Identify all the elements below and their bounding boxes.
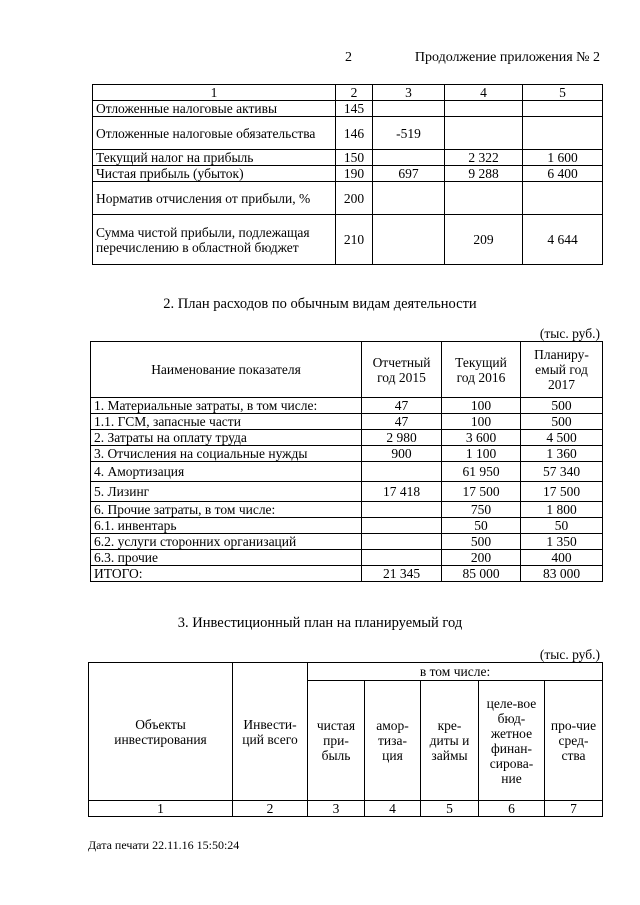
table-row bbox=[93, 150, 603, 166]
continuation-label: Продолжение приложения № 2 bbox=[414, 50, 600, 65]
col-number: 6 bbox=[479, 801, 545, 817]
cell: 47 bbox=[362, 414, 442, 430]
table-row bbox=[93, 101, 603, 117]
cell: 100 bbox=[442, 398, 521, 414]
cell: 17 418 bbox=[362, 482, 442, 502]
table-header-row bbox=[89, 663, 603, 681]
row-name: Отложенные налоговые активы bbox=[93, 101, 336, 117]
row-name: 1. Материальные затраты, в том числе: bbox=[91, 398, 362, 414]
table-row bbox=[91, 398, 603, 414]
print-date: Дата печати 22.11.16 15:50:24 bbox=[88, 838, 240, 852]
header-amortization: амор-тиза-ция bbox=[365, 681, 421, 801]
col-number: 4 bbox=[445, 85, 523, 101]
table-row bbox=[93, 182, 603, 215]
table-row bbox=[91, 414, 603, 430]
table-row bbox=[93, 166, 603, 182]
table-row bbox=[91, 518, 603, 534]
header-total: Инвести-ций всего bbox=[233, 663, 308, 801]
section2-unit: (тыс. руб.) bbox=[539, 326, 600, 341]
row-name: 3. Отчисления на социальные нужды bbox=[91, 446, 362, 462]
row-code: 200 bbox=[336, 182, 373, 215]
row-code: 150 bbox=[336, 150, 373, 166]
row-name: ИТОГО: bbox=[91, 566, 362, 582]
header-objects: Объекты инвестирования bbox=[89, 663, 233, 801]
cell: 4 644 bbox=[523, 215, 603, 265]
row-code: 146 bbox=[336, 117, 373, 150]
cell: 57 340 bbox=[521, 462, 603, 482]
cell: 1 360 bbox=[521, 446, 603, 462]
header-other-funds: про-чие сред-ства bbox=[545, 681, 603, 801]
col-number: 1 bbox=[93, 85, 336, 101]
cell: 900 bbox=[362, 446, 442, 462]
row-name: Чистая прибыль (убыток) bbox=[93, 166, 336, 182]
cell: 200 bbox=[442, 550, 521, 566]
header-2015: Отчетный год 2015 bbox=[362, 342, 442, 398]
cell: 209 bbox=[445, 215, 523, 265]
cell bbox=[373, 215, 445, 265]
table-row bbox=[93, 117, 603, 150]
cell: 50 bbox=[442, 518, 521, 534]
row-name: Текущий налог на прибыль bbox=[93, 150, 336, 166]
cell bbox=[523, 117, 603, 150]
cell: 83 000 bbox=[521, 566, 603, 582]
row-name: 6. Прочие затраты, в том числе: bbox=[91, 502, 362, 518]
row-name: 2. Затраты на оплату труда bbox=[91, 430, 362, 446]
cell: 6 400 bbox=[523, 166, 603, 182]
section2-title: 2. План расходов по обычным видам деятельности bbox=[163, 296, 477, 312]
cell: 500 bbox=[521, 398, 603, 414]
row-name: Отложенные налоговые обязательства bbox=[93, 117, 336, 150]
cell: 697 bbox=[373, 166, 445, 182]
header-2016: Текущий год 2016 bbox=[442, 342, 521, 398]
table-row bbox=[91, 482, 603, 502]
table-row bbox=[89, 801, 603, 817]
cell bbox=[445, 117, 523, 150]
section3-title: 3. Инвестиционный план на планируемый год bbox=[177, 615, 463, 631]
cell bbox=[362, 550, 442, 566]
header-including: в том числе: bbox=[308, 663, 603, 681]
row-code: 210 bbox=[336, 215, 373, 265]
header-net-profit: чистая при-быль bbox=[308, 681, 365, 801]
cell: 1 800 bbox=[521, 502, 603, 518]
table-row bbox=[91, 550, 603, 566]
table-header-row bbox=[91, 342, 603, 398]
cell bbox=[373, 182, 445, 215]
table-header-row bbox=[93, 85, 603, 101]
row-name: Норматив отчисления от прибыли, % bbox=[93, 182, 336, 215]
header-credits: кре-диты и займы bbox=[421, 681, 479, 801]
investment-plan-table bbox=[88, 662, 603, 817]
cell: 500 bbox=[442, 534, 521, 550]
cell: 1 100 bbox=[442, 446, 521, 462]
header-2017: Планиру-емый год 2017 bbox=[521, 342, 603, 398]
table-row bbox=[91, 502, 603, 518]
col-number: 3 bbox=[373, 85, 445, 101]
cell: 3 600 bbox=[442, 430, 521, 446]
col-number: 2 bbox=[336, 85, 373, 101]
cell: 4 500 bbox=[521, 430, 603, 446]
col-number: 2 bbox=[233, 801, 308, 817]
table-row bbox=[91, 446, 603, 462]
table-total-row bbox=[91, 566, 603, 582]
cell bbox=[362, 502, 442, 518]
cell bbox=[523, 101, 603, 117]
cell bbox=[373, 150, 445, 166]
cell bbox=[362, 534, 442, 550]
col-number: 1 bbox=[89, 801, 233, 817]
cell bbox=[445, 182, 523, 215]
cell: 85 000 bbox=[442, 566, 521, 582]
section3-unit: (тыс. руб.) bbox=[539, 647, 600, 662]
cell: 61 950 bbox=[442, 462, 521, 482]
table-row bbox=[91, 462, 603, 482]
cell: 17 500 bbox=[442, 482, 521, 502]
row-name: 6.3. прочие bbox=[91, 550, 362, 566]
header-target-funding: целе-вое бюд-жетное финан-сирова-ние bbox=[479, 681, 545, 801]
cell bbox=[362, 462, 442, 482]
col-number: 4 bbox=[365, 801, 421, 817]
row-name: 5. Лизинг bbox=[91, 482, 362, 502]
cell: 9 288 bbox=[445, 166, 523, 182]
cell bbox=[373, 101, 445, 117]
table-row bbox=[91, 430, 603, 446]
row-name: 4. Амортизация bbox=[91, 462, 362, 482]
row-code: 190 bbox=[336, 166, 373, 182]
cell bbox=[362, 518, 442, 534]
cell bbox=[445, 101, 523, 117]
col-number: 3 bbox=[308, 801, 365, 817]
col-number: 5 bbox=[421, 801, 479, 817]
row-name: 6.2. услуги сторонних организаций bbox=[91, 534, 362, 550]
table-row bbox=[91, 534, 603, 550]
cell: 17 500 bbox=[521, 482, 603, 502]
col-number: 7 bbox=[545, 801, 603, 817]
cell: 2 322 bbox=[445, 150, 523, 166]
header-name: Наименование показателя bbox=[91, 342, 362, 398]
row-code: 145 bbox=[336, 101, 373, 117]
col-number: 5 bbox=[523, 85, 603, 101]
cell: 400 bbox=[521, 550, 603, 566]
cell: 750 bbox=[442, 502, 521, 518]
cell: 21 345 bbox=[362, 566, 442, 582]
expenses-plan-table bbox=[90, 341, 603, 582]
table-row bbox=[93, 215, 603, 265]
cell: -519 bbox=[373, 117, 445, 150]
cell bbox=[523, 182, 603, 215]
row-name: 6.1. инвентарь bbox=[91, 518, 362, 534]
financial-results-table bbox=[92, 84, 603, 265]
cell: 47 bbox=[362, 398, 442, 414]
cell: 2 980 bbox=[362, 430, 442, 446]
page-number: 2 bbox=[345, 50, 352, 65]
row-name: Сумма чистой прибыли, подлежащая перечислению в областной бюджет bbox=[93, 215, 336, 265]
row-name: 1.1. ГСМ, запасные части bbox=[91, 414, 362, 430]
cell: 1 600 bbox=[523, 150, 603, 166]
cell: 500 bbox=[521, 414, 603, 430]
cell: 100 bbox=[442, 414, 521, 430]
cell: 1 350 bbox=[521, 534, 603, 550]
cell: 50 bbox=[521, 518, 603, 534]
